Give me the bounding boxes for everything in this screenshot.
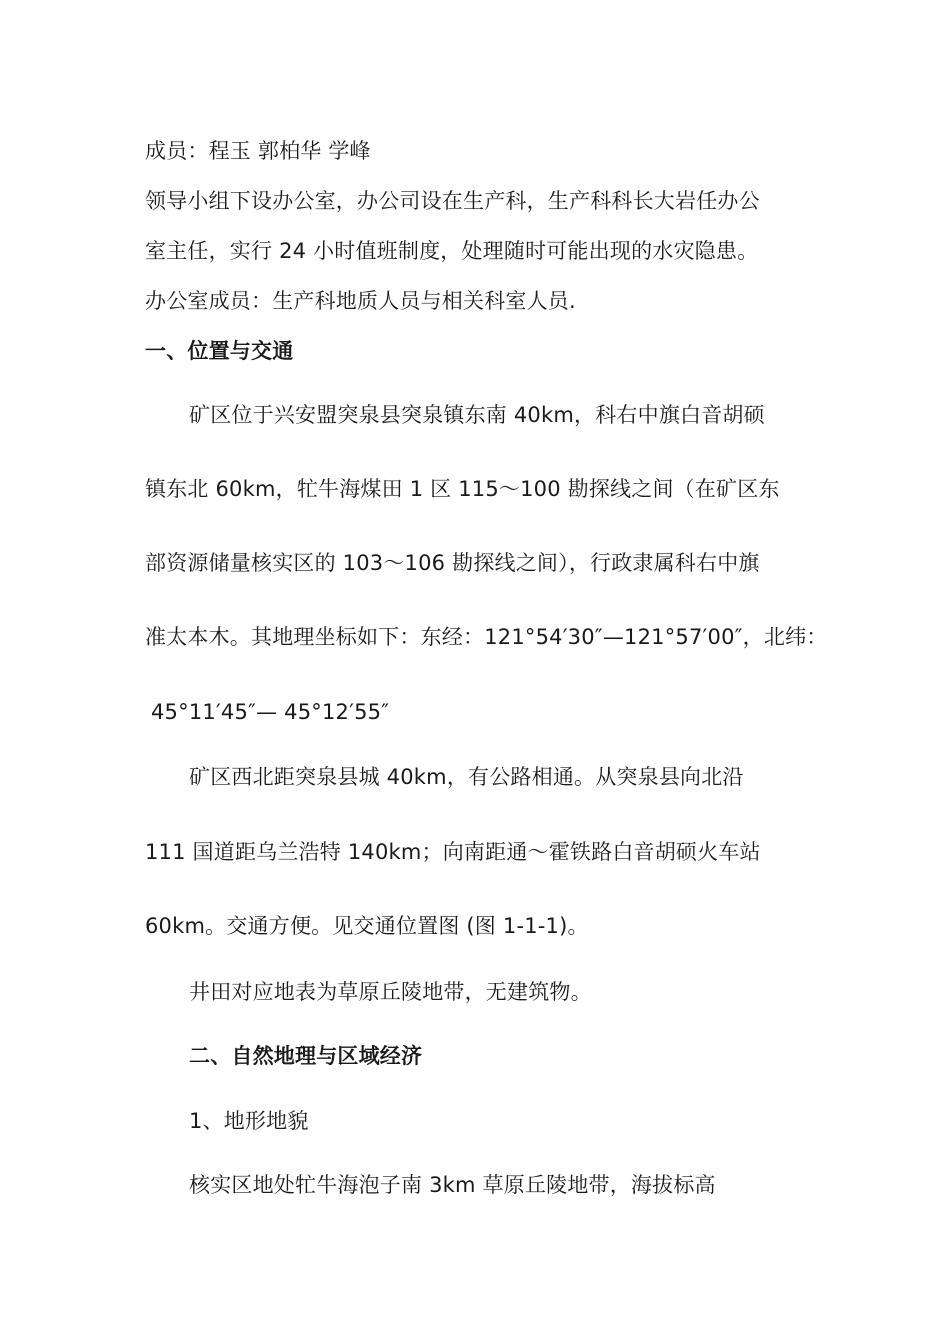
section-heading-location: 一、位置与交通 [145,339,294,363]
location-paragraph-line-1: 矿区位于兴安盟突泉县突泉镇东南 40km，科右中旗白音胡硕 [189,403,765,427]
location-paragraph-line-2: 镇东北 60km，牤牛海煤田 1 区 115～100 勘探线之间（在矿区东 [145,477,780,501]
members-line: 成员：程玉 郭柏华 学峰 [145,139,371,163]
traffic-paragraph-line-1: 矿区西北距突泉县城 40km，有公路相通。从突泉县向北沿 [189,765,744,789]
office-paragraph-line-2: 室主任，实行 24 小时值班制度，处理随时可能出现的水灾隐患。 [145,239,759,263]
location-paragraph-line-3: 部资源储量核实区的 103～106 勘探线之间），行政隶属科右中旗 [145,551,760,575]
surface-paragraph: 井田对应地表为草原丘陵地带，无建筑物。 [189,980,592,1004]
traffic-paragraph-line-2: 111 国道距乌兰浩特 140km；向南距通～霍铁路白音胡硕火车站 [145,840,761,864]
section-heading-geography: 二、自然地理与区域经济 [189,1044,423,1068]
traffic-paragraph-line-3: 60km。交通方便。见交通位置图 (图 1-1-1)。 [145,914,589,938]
office-members-line: 办公室成员：生产科地质人员与相关科室人员. [145,289,576,313]
terrain-paragraph-line-1: 核实区地处牤牛海泡子南 3km 草原丘陵地带，海拔标高 [189,1173,716,1197]
subsection-heading-terrain: 1、地形地貌 [189,1109,309,1133]
office-paragraph-line-1: 领导小组下设办公室，办公司设在生产科，生产科科长大岩任办公 [145,189,760,213]
location-paragraph-line-4: 准太本木。其地理坐标如下：东经：121°54′30″—121°57′00″，北纬： [145,625,828,649]
location-paragraph-line-5: 45°11′45″— 45°12′55″ [151,700,390,724]
